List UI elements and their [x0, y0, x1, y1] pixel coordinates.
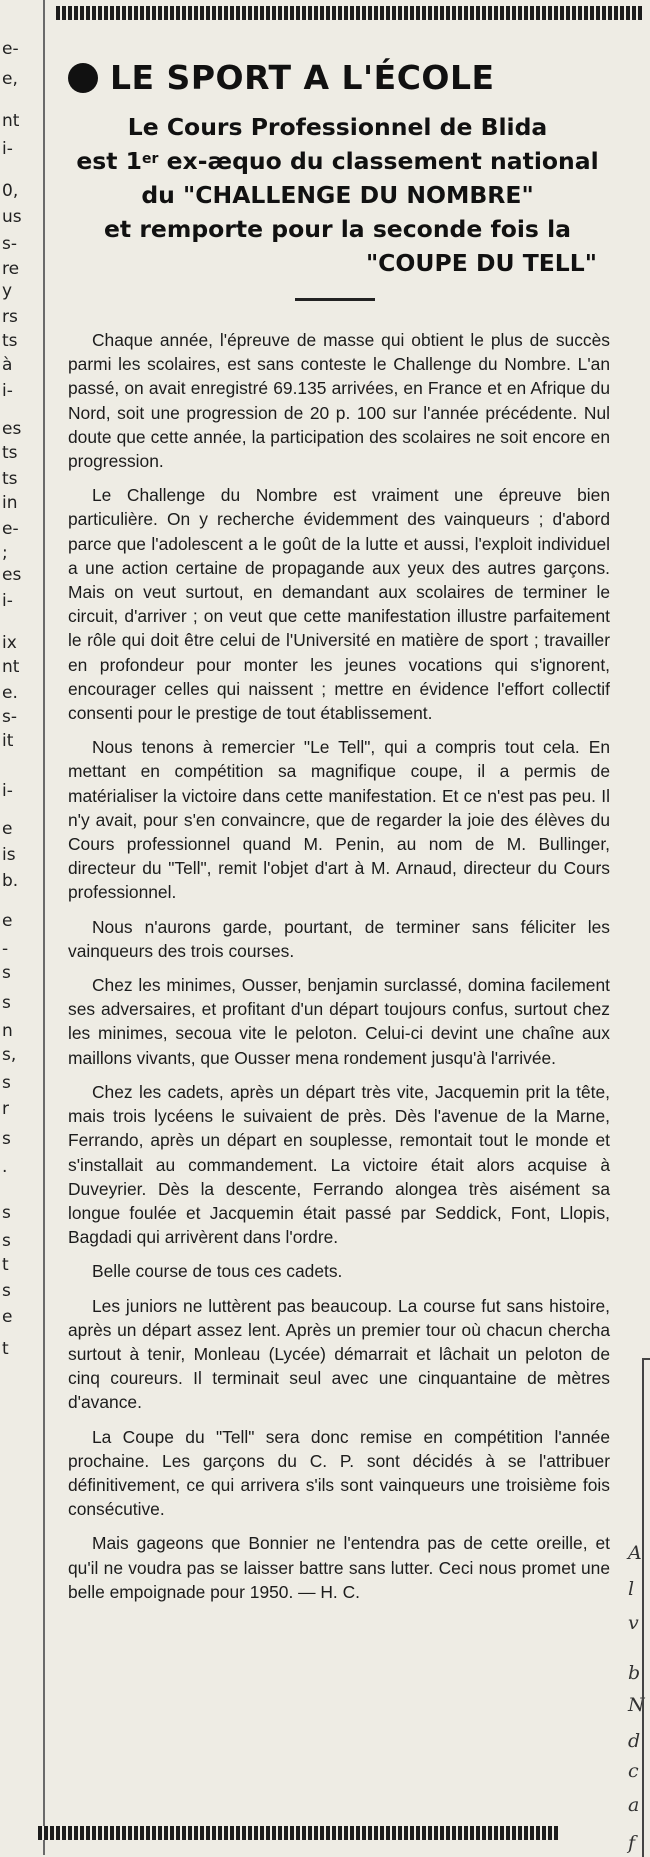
- column-fragment: ts: [2, 443, 18, 463]
- column-fragment: rs: [2, 307, 18, 327]
- column-fragment: in: [2, 493, 18, 513]
- column-fragment: nt: [2, 657, 20, 677]
- headline-line: Le Cours Professionnel de Blida: [127, 113, 548, 141]
- column-fragment: n: [2, 1021, 13, 1041]
- column-fragment: i-: [2, 381, 13, 401]
- column-fragment: v: [628, 1612, 639, 1634]
- column-fragment: us: [2, 207, 22, 227]
- column-fragment: es: [2, 419, 22, 439]
- column-rule: [43, 0, 45, 1855]
- adjacent-box-border: [642, 1358, 650, 1857]
- column-fragment: s: [2, 993, 11, 1013]
- column-fragment: e: [2, 911, 13, 931]
- column-fragment: d: [628, 1730, 641, 1752]
- paragraph: Les juniors ne luttèrent pas beaucoup. La course fut sans histoire, après un départ assez lent. Après un premier tour où chacun chercha surtout à tenir, Monleau (Lycée) démarrait et lâchait un peloton de cinq coureurs. Il terminait seul avec une cinquantaine de mètres d'avance.: [68, 1295, 610, 1413]
- column-fragment: nt: [2, 111, 20, 131]
- paragraph: La Coupe du "Tell" sera donc remise en compétition l'année prochaine. Les garçons du C. P. sont décidés à se l'attribuer définitivement, ce qui arrivera s'ils sont vainqueurs une troisième fois consécutive.: [68, 1426, 610, 1520]
- column-fragment: e-: [2, 39, 19, 59]
- adjacent-column-left: [0, 0, 34, 1855]
- column-fragment: ix: [2, 633, 17, 653]
- column-fragment: it: [2, 731, 14, 751]
- column-fragment: s-: [2, 707, 17, 727]
- kicker-text: LE SPORT A L'ÉCOLE: [110, 58, 495, 97]
- column-fragment: ts: [2, 469, 18, 489]
- column-fragment: i-: [2, 781, 13, 801]
- headline-line: "COUPE DU TELL": [365, 249, 597, 277]
- column-fragment: s,: [2, 1045, 17, 1065]
- paragraph: Nous tenons à remercier "Le Tell", qui a compris tout cela. En mettant en compétition sa magnifique coupe, il a permis de matérialiser la victoire dans cette manifestation. Et ce n'est pas peu. Il n'y avait, pour s'en convaincre, que de regarder la joie des élèves du Cours professionnel quand M. Penin, au nom de M. Bullinger, directeur du "Tell", remit l'objet d'art à M. Arnaud, directeur du Cours professionnel.: [68, 737, 610, 903]
- article-body: [68, 328, 610, 1614]
- column-fragment: c: [628, 1760, 639, 1782]
- column-fragment: -: [2, 939, 9, 959]
- column-fragment: .: [2, 1157, 8, 1177]
- column-fragment: t: [2, 1339, 9, 1359]
- column-fragment: y: [2, 281, 13, 301]
- column-fragment: r: [2, 1099, 9, 1119]
- column-fragment: e: [2, 819, 13, 839]
- paragraph: Chez les minimes, Ousser, benjamin surclassé, domina facilement ses adversaires, et profitant d'un départ toujours confus, surtout chez les minimes, secoua vite le peloton. Celui-ci devint une chaîne aux maillons vivants, que Ousser mena rondement jusqu'à l'arrivée.: [68, 975, 610, 1068]
- headline-line: est 1er ex-æquo du classement national: [76, 147, 599, 175]
- column-fragment: b.: [2, 871, 19, 891]
- column-fragment: à: [2, 355, 13, 375]
- column-fragment: e-: [2, 519, 19, 539]
- paragraph: Chez les cadets, après un départ très vite, Jacquemin prit la tête, mais trois lycéens le suivaient de près. Dès l'avenue de la Marne, Ferrando, après un départ en souplesse, remontait tout le monde et s'installait au commandement. La victoire était alors acquise à Duveyrier. Dès la descente, Ferrando alongea très aisément sa longue foulée et Jacquemin était passé par Seddick, Font, Llopis, Bagdadi qui arrivèrent dans l'ordre.: [68, 1081, 610, 1248]
- paragraph: Le Challenge du Nombre est vraiment une épreuve bien particulière. On y recherche évidemment des vainqueurs ; d'abord parce que l'adolescent a le goût de la lutte et aussi, l'exploit individuel a une action certaine de propagande aux yeux des autres garçons. Mais on veut surtout, en demandant aux scolaires de terminer le circuit, d'arriver ; on veut que cette manifestation illustre parfaitement le rôle qui doit être celui de l'Université en matière de sport ; travailler en profondeur pour monter les jeunes vocations qui s'ignorent, encourager celles qui naissent ; mettre en évidence l'effort collectif consenti pour le prestige de tout établissement.: [68, 485, 610, 724]
- column-fragment: s: [2, 1203, 11, 1223]
- column-fragment: ;: [2, 543, 8, 563]
- headline-separator: [295, 298, 375, 301]
- column-fragment: e,: [2, 69, 18, 89]
- headline-line: du "CHALLENGE DU NOMBRE": [141, 181, 534, 209]
- column-fragment: f: [628, 1832, 636, 1854]
- column-fragment: i-: [2, 139, 13, 159]
- column-fragment: s-: [2, 234, 17, 254]
- headline: [60, 110, 615, 280]
- decorative-band-top: [56, 6, 643, 20]
- column-fragment: s: [2, 1073, 11, 1093]
- section-kicker: [68, 58, 608, 97]
- column-fragment: A: [628, 1542, 642, 1564]
- paragraph: Nous n'aurons garde, pourtant, de terminer sans féliciter les vainqueurs des trois courses.: [68, 916, 610, 961]
- bullet-icon: [68, 63, 98, 93]
- column-fragment: ts: [2, 331, 18, 351]
- column-fragment: s: [2, 1231, 11, 1251]
- column-fragment: 0,: [2, 181, 19, 201]
- column-fragment: t: [2, 1255, 9, 1275]
- column-fragment: e.: [2, 683, 18, 703]
- paragraph: Chaque année, l'épreuve de masse qui obtient le plus de succès parmi les scolaires, est sans conteste le Challenge du Nombre. L'an passé, on avait enregistré 69.135 arrivées, en France et en Afrique du Nord, soit une progression de 20 p. 100 sur l'année précédente. Nul doute que cette année, la participation des scolaires ne soit encore en progression.: [68, 330, 610, 472]
- column-fragment: s: [2, 1129, 11, 1149]
- headline-line: et remporte pour la seconde fois la: [103, 215, 572, 243]
- column-fragment: is: [2, 845, 16, 865]
- column-fragment: es: [2, 565, 22, 585]
- column-fragment: a: [628, 1794, 640, 1816]
- column-fragment: i-: [2, 591, 13, 611]
- column-fragment: l: [628, 1578, 635, 1600]
- paragraph: Belle course de tous ces cadets.: [92, 1261, 343, 1282]
- decorative-band-bottom: [38, 1826, 558, 1840]
- column-fragment: re: [2, 259, 20, 279]
- column-fragment: s: [2, 963, 11, 983]
- column-fragment: b: [628, 1662, 641, 1684]
- column-fragment: s: [2, 1281, 11, 1301]
- column-fragment: e: [2, 1307, 13, 1327]
- paragraph: Mais gageons que Bonnier ne l'entendra pas de cette oreille, et qu'il ne voudra pas se laisser battre sans lutter. Ceci nous promet une belle empoignade pour 1950. — H. C.: [68, 1533, 610, 1602]
- column-fragment: N: [628, 1694, 645, 1716]
